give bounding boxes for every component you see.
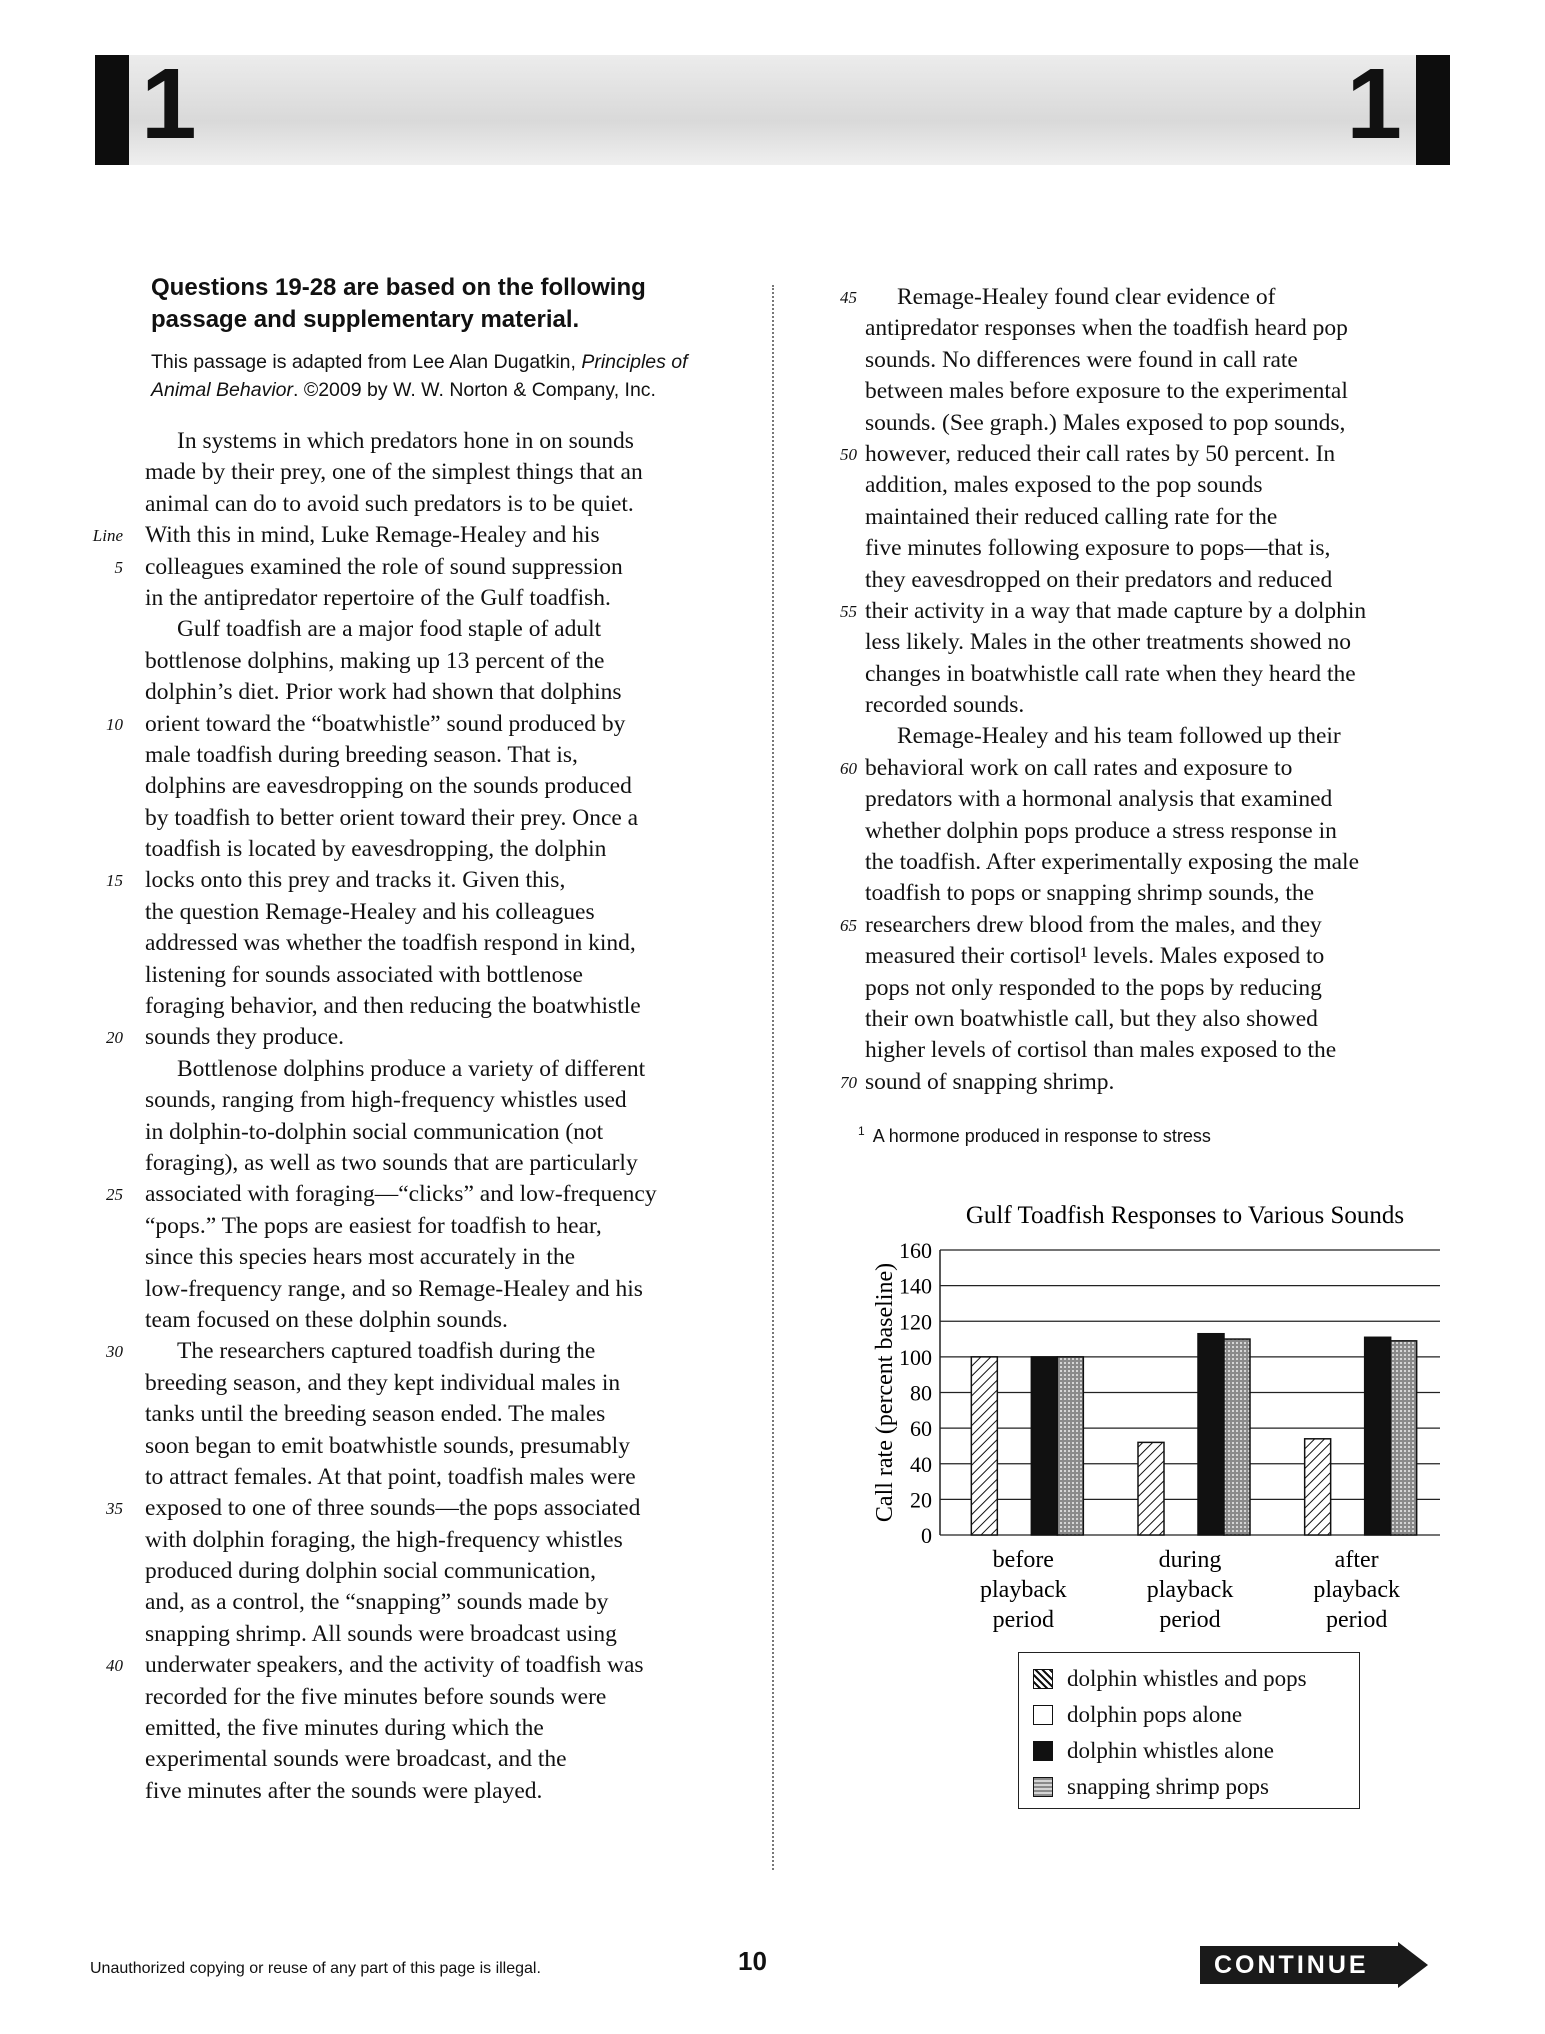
chart-svg [860, 1190, 1460, 1650]
line-number: 65 [840, 915, 857, 935]
footnote-text: A hormone produced in response to stress [872, 1126, 1211, 1146]
line-text: pops not only responded to the pops by reducing [865, 974, 1322, 1001]
header-bar-left [95, 55, 129, 165]
y-tick-label: 140 [899, 1273, 932, 1299]
legend-item [1033, 1699, 1242, 1731]
passage-line [95, 1305, 735, 1336]
page-number: 10 [738, 1946, 767, 1976]
bar-dolphin-whistles-alone [1198, 1334, 1224, 1535]
bar-snapping-shrimp-pops [1391, 1341, 1417, 1535]
passage-line [845, 627, 1465, 658]
x-category-label: playback [1146, 1577, 1234, 1603]
passage-line [95, 1713, 735, 1744]
passage-line [95, 583, 735, 614]
passage-line [845, 502, 1465, 533]
bar-snapping-shrimp-pops [1224, 1339, 1250, 1535]
footnote [858, 1124, 1211, 1147]
line-text: orient toward the “boatwhistle” sound produced by [145, 710, 626, 737]
legend-swatch [1033, 1777, 1053, 1797]
line-text: their activity in a way that made capture by a dolphin [865, 597, 1367, 624]
legend-item [1033, 1735, 1274, 1767]
passage-line [95, 1462, 735, 1493]
line-text: foraging), as well as two sounds that are particularly [145, 1149, 638, 1176]
line-text: five minutes after the sounds were played. [145, 1777, 543, 1804]
line-number: 20 [106, 1028, 123, 1048]
passage-line [95, 1744, 735, 1775]
y-tick-label: 100 [899, 1344, 932, 1370]
line-text: experimental sounds were broadcast, and the [145, 1746, 567, 1773]
line-text: researchers drew blood from the males, and they [865, 911, 1322, 938]
line-text: Bottlenose dolphins produce a variety of different [177, 1055, 646, 1082]
y-tick-label: 120 [899, 1309, 932, 1335]
line-text: tanks until the breeding season ended. The males [145, 1401, 606, 1428]
passage-line [95, 1399, 735, 1430]
bar-dolphin-whistles-and-pops [1138, 1442, 1164, 1535]
line-text: and, as a control, the “snapping” sounds made by [145, 1589, 609, 1616]
passage-line [845, 721, 1465, 752]
line-text: animal can do to avoid such predators is to be quiet. [145, 490, 634, 517]
y-tick-label: 0 [921, 1523, 932, 1548]
continue-label: CONTINUE [1214, 1951, 1369, 1979]
line-text: in dolphin-to-dolphin social communication (not [145, 1118, 604, 1145]
legend-label: dolphin whistles and pops [1067, 1666, 1307, 1691]
source-prefix: This passage is adapted from Lee Alan Dugatkin, [151, 351, 582, 373]
passage-line [95, 426, 735, 457]
line-number: 30 [106, 1342, 123, 1362]
line-number: 10 [106, 714, 123, 734]
header-bar-right [1416, 55, 1450, 165]
passage-line [95, 1619, 735, 1650]
passage-line [845, 941, 1465, 972]
passage-line [840, 910, 1465, 941]
line-number: 15 [106, 871, 123, 891]
line-number: 50 [840, 444, 857, 464]
passage-left [92, 426, 735, 1807]
line-text: changes in boatwhistle call rate when they heard the [865, 660, 1356, 687]
x-category-label: playback [980, 1577, 1067, 1603]
line-text: since this species hears most accurately in the [145, 1244, 576, 1271]
source-suffix: . ©2009 by W. W. Norton & Company, Inc. [292, 379, 656, 401]
line-text: they eavesdropped on their predators and reduced [865, 566, 1333, 593]
passage-line [95, 1650, 735, 1681]
line-number: 5 [114, 557, 123, 577]
line-text: colleagues examined the role of sound suppression [145, 553, 623, 580]
line-text: with dolphin foraging, the high-frequency whistles [145, 1526, 623, 1553]
line-number: 45 [840, 288, 857, 307]
line-text: Remage-Healey and his team followed up their [897, 723, 1341, 750]
legend-label: dolphin whistles alone [1067, 1738, 1274, 1763]
x-category-label: period [992, 1607, 1054, 1633]
line-text: soon began to emit boatwhistle sounds, presumably [145, 1432, 630, 1459]
passage-right [840, 282, 1465, 1098]
line-text: the question Remage-Healey and his colleagues [145, 898, 595, 925]
line-text: made by their prey, one of the simplest things that an [145, 459, 643, 486]
line-text: produced during dolphin social communication, [145, 1558, 596, 1585]
line-text: In systems in which predators hone in on sounds [177, 428, 634, 454]
right-column [840, 282, 1465, 1098]
passage-line [95, 1431, 735, 1462]
passage-line [95, 1776, 735, 1807]
passage-line [845, 816, 1465, 847]
line-text: predators with a hormonal analysis that examined [865, 786, 1333, 813]
line-text: sounds they produce. [145, 1024, 345, 1051]
line-text: underwater speakers, and the activity of toadfish was [145, 1652, 644, 1679]
line-text: breeding season, and they kept individual males in [145, 1369, 621, 1396]
line-text: addition, males exposed to the pop sounds [865, 472, 1263, 499]
passage-line [95, 991, 735, 1022]
line-text: antipredator responses when the toadfish heard pop [865, 315, 1348, 342]
passage-line [95, 803, 735, 834]
passage-line [95, 489, 735, 520]
line-text: in the antipredator repertoire of the Gulf toadfish. [145, 584, 611, 611]
passage-line [95, 1054, 735, 1085]
y-tick-label: 80 [910, 1380, 932, 1406]
line-text: locks onto this prey and tracks it. Given this, [145, 867, 566, 894]
passage-line [845, 847, 1465, 878]
passage-line [845, 408, 1465, 439]
line-text: toadfish to pops or snapping shrimp sounds, the [865, 880, 1315, 907]
x-category-label: before [992, 1547, 1054, 1573]
line-number: 60 [840, 758, 857, 778]
passage-line [840, 753, 1465, 784]
line-text: between males before exposure to the experimental [865, 378, 1348, 405]
passage-line [95, 1274, 735, 1305]
line-text: sounds. (See graph.) Males exposed to pop sounds, [865, 409, 1346, 436]
passage-line [95, 1368, 735, 1399]
passage-line [95, 1556, 735, 1587]
passage-line [840, 596, 1465, 627]
bar-dolphin-whistles-alone [1031, 1357, 1057, 1535]
passage-heading: Questions 19-28 are based on the following passage and supplementary material. [151, 274, 646, 333]
line-number: 70 [840, 1072, 857, 1092]
line-text: however, reduced their call rates by 50 percent. In [865, 440, 1336, 467]
line-text: exposed to one of three sounds—the pops associated [145, 1495, 641, 1522]
y-tick-label: 60 [910, 1416, 932, 1442]
copyright-notice: Unauthorized copying or reuse of any part of this page is illegal. [90, 1960, 541, 1977]
y-tick-label: 20 [910, 1487, 932, 1513]
passage-line [95, 614, 735, 645]
passage-line [840, 282, 1465, 313]
passage-line [845, 878, 1465, 909]
passage-source [151, 348, 731, 404]
passage-line [95, 677, 735, 708]
line-text: behavioral work on call rates and exposure to [865, 754, 1293, 781]
passage-line [95, 646, 735, 677]
passage-line [95, 1211, 735, 1242]
passage-line [95, 1525, 735, 1556]
line-text: emitted, the five minutes during which the [145, 1715, 544, 1742]
passage-line [845, 1004, 1465, 1035]
passage-line [95, 457, 735, 488]
passage-line [95, 834, 735, 865]
line-text: associated with foraging—“clicks” and low-frequency [145, 1181, 657, 1208]
legend-label: snapping shrimp pops [1067, 1774, 1269, 1799]
passage-line [95, 1336, 735, 1367]
continue-arrow-icon [1398, 1942, 1428, 1988]
line-number: 35 [106, 1499, 123, 1519]
passage-line [95, 1117, 735, 1148]
y-tick-label: 40 [910, 1451, 932, 1477]
legend-item [1033, 1771, 1269, 1803]
passage-line [95, 771, 735, 802]
line-number: 40 [106, 1656, 123, 1676]
y-tick-label: 160 [899, 1238, 932, 1263]
line-text: their own boatwhistle call, but they also showed [865, 1005, 1318, 1032]
x-category-label: during [1158, 1547, 1222, 1573]
bar-dolphin-whistles-alone [1365, 1337, 1391, 1535]
line-text: sounds, ranging from high-frequency whistles used [145, 1087, 627, 1114]
section-number-right: 1 [1346, 48, 1402, 160]
line-text: whether dolphin pops produce a stress response in [865, 817, 1337, 844]
passage-line [845, 659, 1465, 690]
passage-line [95, 865, 735, 896]
line-text: dolphins are eavesdropping on the sounds produced [145, 773, 632, 800]
line-text: low-frequency range, and so Remage-Healey and his [145, 1275, 643, 1302]
line-text: The researchers captured toadfish during the [177, 1338, 596, 1365]
passage-line [845, 1035, 1465, 1066]
passage-line [95, 709, 735, 740]
source-title: Principles of Animal Behavior [151, 351, 688, 401]
passage-line [95, 1148, 735, 1179]
line-text: team focused on these dolphin sounds. [145, 1306, 508, 1333]
passage-line [95, 1179, 735, 1210]
bar-snapping-shrimp-pops [1057, 1357, 1083, 1535]
line-text: sound of snapping shrimp. [865, 1068, 1115, 1095]
line-text: five minutes following exposure to pops—that is, [865, 535, 1331, 562]
passage-line [92, 520, 735, 551]
y-axis-label: Call rate (percent baseline) [872, 1262, 898, 1523]
passage-line [845, 470, 1465, 501]
line-text: With this in mind, Luke Remage-Healey and his [145, 522, 600, 549]
passage-line [845, 345, 1465, 376]
passage-line [95, 552, 735, 583]
line-number: Line [92, 526, 123, 546]
passage-line [840, 1067, 1465, 1098]
chart-legend [1018, 1652, 1360, 1809]
line-text: bottlenose dolphins, making up 13 percent of the [145, 647, 605, 674]
passage-line [845, 533, 1465, 564]
line-text: “pops.” The pops are easiest for toadfish to hear, [145, 1212, 602, 1239]
legend-label: dolphin pops alone [1067, 1702, 1243, 1727]
continue-banner [1200, 1942, 1430, 1988]
legend-swatch [1033, 1741, 1053, 1761]
line-text: male toadfish during breeding season. That is, [145, 741, 578, 768]
x-category-label: period [1159, 1607, 1221, 1633]
line-text: higher levels of cortisol than males exposed to the [865, 1037, 1337, 1064]
line-text: measured their cortisol¹ levels. Males exposed to [865, 943, 1325, 970]
x-category-label: after [1334, 1547, 1379, 1573]
passage-line [845, 376, 1465, 407]
line-text: snapping shrimp. All sounds were broadcast using [145, 1620, 617, 1647]
passage-line [845, 565, 1465, 596]
line-text: Gulf toadfish are a major food staple of adult [177, 616, 602, 643]
passage-line [95, 740, 735, 771]
line-text: listening for sounds associated with bottlenose [145, 961, 583, 988]
legend-item [1033, 1663, 1307, 1695]
passage-line [845, 973, 1465, 1004]
line-text: recorded sounds. [865, 692, 1025, 719]
line-text: the toadfish. After experimentally exposing the male [865, 849, 1360, 876]
line-text: Remage-Healey found clear evidence of [897, 284, 1276, 310]
passage-line [95, 1085, 735, 1116]
passage-line [845, 784, 1465, 815]
passage-line [845, 690, 1465, 721]
column-divider [772, 285, 774, 1870]
passage-line [95, 960, 735, 991]
passage-line [95, 1493, 735, 1524]
passage-line [95, 897, 735, 928]
x-category-label: period [1326, 1607, 1388, 1633]
passage-line [840, 439, 1465, 470]
line-number: 25 [106, 1185, 123, 1205]
line-text: dolphin’s diet. Prior work had shown that dolphins [145, 679, 622, 706]
line-text: addressed was whether the toadfish respond in kind, [145, 930, 636, 957]
section-number-left: 1 [141, 48, 197, 160]
chart-title: Gulf Toadfish Responses to Various Sounds [965, 1202, 1405, 1229]
line-text: by toadfish to better orient toward their prey. Once a [145, 804, 639, 831]
passage-line [95, 1682, 735, 1713]
bar-dolphin-whistles-and-pops [1305, 1439, 1331, 1535]
passage-line [95, 928, 735, 959]
footnote-marker: 1 [858, 1124, 865, 1138]
x-category-label: playback [1313, 1577, 1400, 1603]
line-text: to attract females. At that point, toadfish males were [145, 1463, 636, 1490]
left-column [92, 272, 735, 1807]
line-text: toadfish is located by eavesdropping, the dolphin [145, 836, 607, 863]
passage-line [845, 313, 1465, 344]
line-text: recorded for the five minutes before sounds were [145, 1683, 607, 1710]
passage-line [95, 1022, 735, 1053]
legend-swatch [1033, 1669, 1053, 1689]
passage-line [95, 1242, 735, 1273]
line-text: foraging behavior, and then reducing the boatwhistle [145, 993, 641, 1020]
line-text: less likely. Males in the other treatments showed no [865, 629, 1351, 656]
bar-dolphin-whistles-and-pops [971, 1357, 997, 1535]
section-header [95, 48, 1450, 165]
legend-swatch [1033, 1705, 1053, 1725]
passage-line [95, 1587, 735, 1618]
line-text: maintained their reduced calling rate for the [865, 503, 1278, 530]
line-number: 55 [840, 601, 857, 621]
line-text: sounds. No differences were found in call rate [865, 346, 1298, 373]
